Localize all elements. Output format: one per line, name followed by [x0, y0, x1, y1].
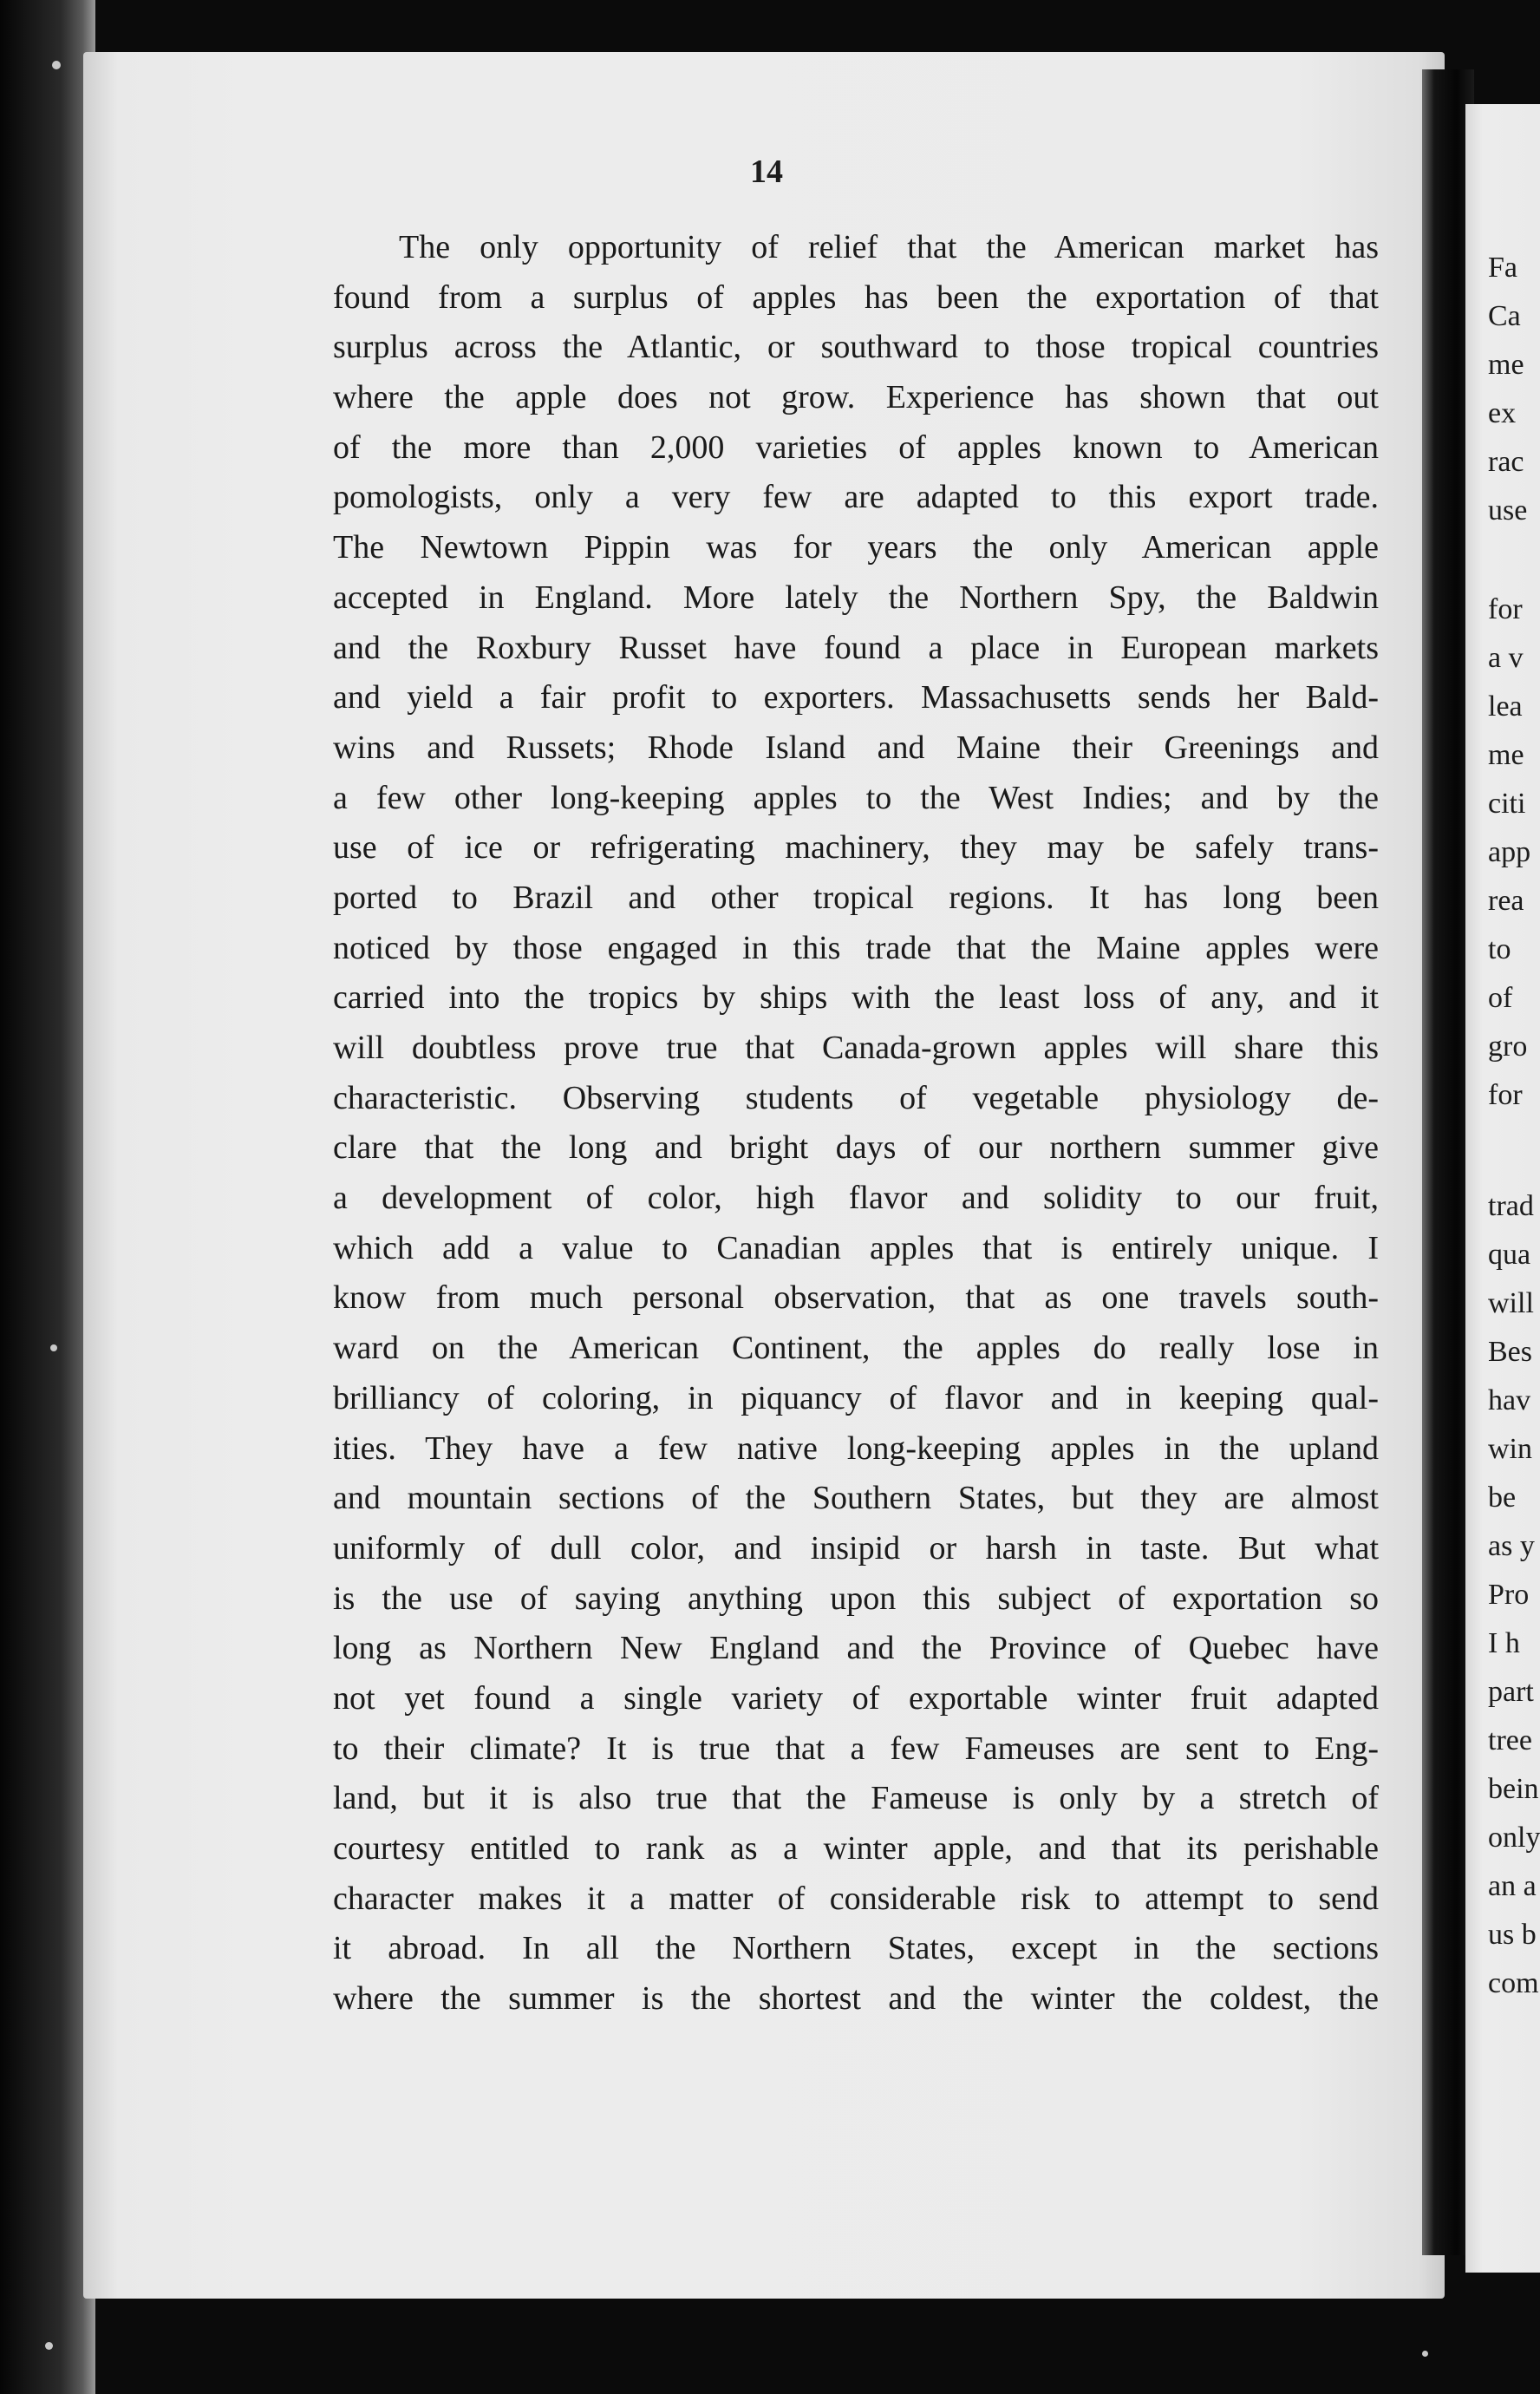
film-edge-left	[0, 0, 95, 2394]
text-line: and yield a fair profit to exporters. Massachusetts sends her Bald-	[333, 679, 1379, 716]
text-line: is the use of saying anything upon this subject of exportation so	[333, 1580, 1379, 1617]
text-line: ward on the American Continent, the apples do really lose in	[333, 1330, 1379, 1367]
text-line: to their climate? It is true that a few Fameuses are sent to Eng-	[333, 1730, 1379, 1767]
text-line: noticed by those engaged in this trade that the Maine apples were	[333, 929, 1379, 966]
facing-fragment: gro	[1488, 1030, 1528, 1063]
text-line: know from much personal observation, that as one travels south-	[333, 1279, 1379, 1317]
text-line: of the more than 2,000 varieties of apples known to American	[333, 428, 1379, 466]
text-line: The Newtown Pippin was for years the only American apple	[333, 529, 1379, 566]
facing-fragment: tree	[1488, 1724, 1532, 1756]
page-number: 14	[750, 154, 783, 190]
scan-speck	[50, 1344, 57, 1351]
text-line: ported to Brazil and other tropical regions. It has long been	[333, 879, 1379, 916]
facing-fragment: rea	[1488, 885, 1524, 917]
facing-fragment: a v	[1488, 642, 1524, 674]
facing-fragment: will	[1488, 1287, 1534, 1319]
scan-speck	[45, 2342, 53, 2350]
facing-fragment: qua	[1488, 1239, 1531, 1271]
text-line: clare that the long and bright days of our northern summer give	[333, 1129, 1379, 1167]
text-line: ities. They have a few native long-keeping apples in the upland	[333, 1429, 1379, 1467]
text-line: accepted in England. More lately the Northern Spy, the Baldwin	[333, 579, 1379, 616]
facing-fragment: ex	[1488, 397, 1517, 429]
text-line: and mountain sections of the Southern States, but they are almost	[333, 1480, 1379, 1517]
facing-fragment: me	[1488, 349, 1524, 381]
text-line: surplus across the Atlantic, or southward to those tropical countries	[333, 329, 1379, 366]
text-line: uniformly of dull color, and insipid or harsh in taste. But what	[333, 1529, 1379, 1567]
facing-fragment: for	[1488, 593, 1523, 625]
text-line: characteristic. Observing students of vegetable physiology de-	[333, 1079, 1379, 1116]
facing-fragment: an a	[1488, 1870, 1537, 1902]
facing-fragment: hav	[1488, 1384, 1531, 1416]
facing-fragment: for	[1488, 1079, 1523, 1111]
text-line: where the apple does not grow. Experience has shown that out	[333, 379, 1379, 416]
text-line: will doubtless prove true that Canada-grown apples will share this	[333, 1030, 1379, 1066]
facing-fragment: be	[1488, 1482, 1517, 1514]
text-line: and the Roxbury Russet have found a place in European markets	[333, 629, 1379, 666]
text-line: long as Northern New England and the Province of Quebec have	[333, 1630, 1379, 1667]
facing-fragment: I h	[1488, 1627, 1520, 1659]
facing-fragment: rac	[1488, 446, 1524, 478]
text-line: The only opportunity of relief that the American market has	[399, 229, 1379, 265]
scan-speck	[52, 61, 61, 69]
facing-fragment: lea	[1488, 690, 1523, 723]
facing-fragment: app	[1488, 836, 1531, 868]
facing-fragment: Fa	[1488, 252, 1517, 284]
facing-fragment: win	[1488, 1433, 1532, 1465]
facing-fragment: Ca	[1488, 300, 1521, 332]
facing-fragment: only	[1488, 1822, 1540, 1854]
scan-speck	[1422, 2351, 1428, 2357]
facing-fragment: me	[1488, 739, 1524, 771]
facing-fragment: citi	[1488, 788, 1526, 820]
text-line: a few other long-keeping apples to the West Indies; and by the	[333, 779, 1379, 816]
facing-fragment: Bes	[1488, 1336, 1532, 1368]
text-line: wins and Russets; Rhode Island and Maine their Greenings and	[333, 729, 1379, 766]
text-line: courtesy entitled to rank as a winter apple, and that its perishable	[333, 1830, 1379, 1867]
text-line: pomologists, only a very few are adapted to this export trade.	[333, 479, 1379, 516]
facing-fragment: part	[1488, 1676, 1534, 1708]
text-line: carried into the tropics by ships with the least loss of any, and it	[333, 979, 1379, 1017]
facing-fragment: Pro	[1488, 1579, 1530, 1611]
facing-fragment: to	[1488, 933, 1511, 965]
body-text	[333, 223, 1379, 2024]
facing-fragment: use	[1488, 494, 1528, 527]
facing-fragment: bein	[1488, 1773, 1539, 1805]
text-line: brilliancy of coloring, in piquancy of flavor and in keeping qual-	[333, 1379, 1379, 1416]
text-line: which add a value to Canadian apples that is entirely unique. I	[333, 1229, 1379, 1266]
facing-fragment: com	[1488, 1967, 1539, 1999]
text-line: it abroad. In all the Northern States, except in the sections	[333, 1930, 1379, 1967]
facing-page-edge	[1465, 104, 1540, 2273]
text-line: not yet found a single variety of exportable winter fruit adapted	[333, 1679, 1379, 1717]
text-line: character makes it a matter of considerable risk to attempt to send	[333, 1880, 1379, 1917]
facing-fragment: of	[1488, 982, 1513, 1014]
text-line: where the summer is the shortest and the winter the coldest, the	[333, 1980, 1379, 2018]
text-line: found from a surplus of apples has been the exportation of that	[333, 278, 1379, 316]
text-line: land, but it is also true that the Fameuse is only by a stretch of	[333, 1780, 1379, 1817]
facing-fragment: us b	[1488, 1919, 1537, 1951]
facing-fragment: as y	[1488, 1530, 1535, 1562]
text-line: use of ice or refrigerating machinery, they may be safely trans-	[333, 829, 1379, 867]
text-line: a development of color, high flavor and solidity to our fruit,	[333, 1180, 1379, 1217]
facing-fragment: trad	[1488, 1190, 1534, 1222]
